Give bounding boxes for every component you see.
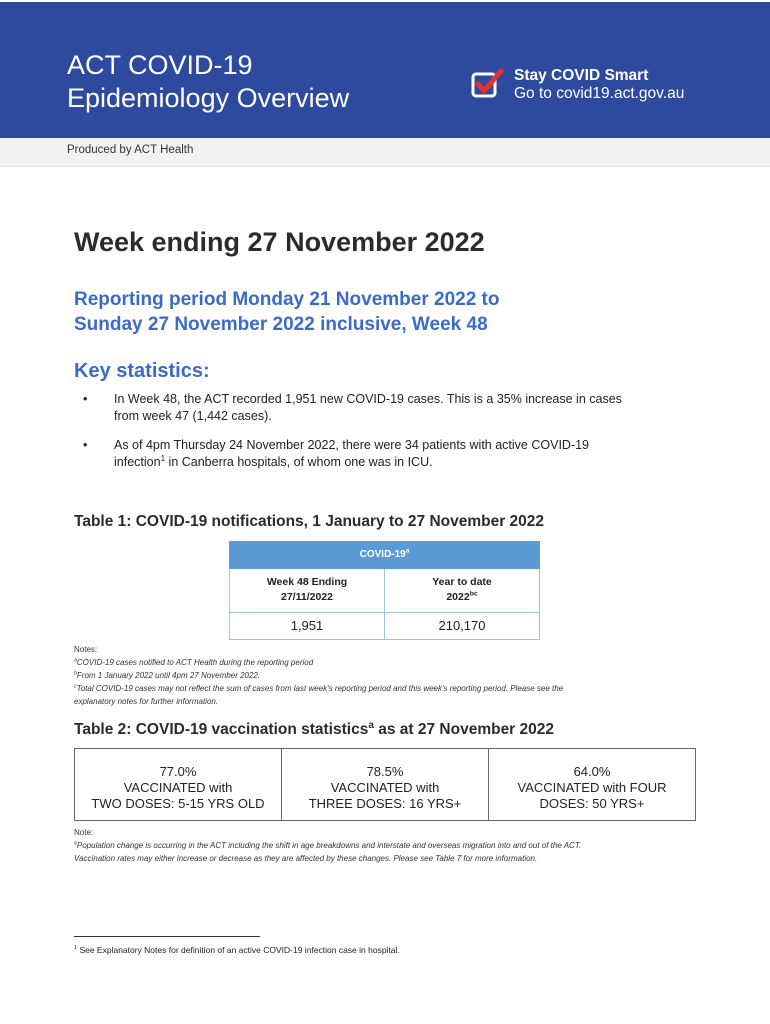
footnote-divider bbox=[74, 936, 260, 937]
column-header-year-to-date bbox=[384, 569, 539, 613]
year-to-date-cases-value: 210,170 bbox=[384, 613, 539, 640]
week-title: Week ending 27 November 2022 bbox=[74, 227, 485, 257]
table1-header-sup: a bbox=[405, 547, 410, 555]
note-text: COVID-19 cases notified to ACT Health during the reporting period bbox=[76, 658, 314, 667]
vaccination-percent: 77.0% bbox=[159, 764, 197, 779]
title-line-2: Epidemiology Overview bbox=[67, 83, 350, 113]
bullet-text-fragment: in Canberra hospitals, of whom one was in ICU. bbox=[165, 455, 433, 469]
bullet-text-line: from week 47 (1,442 cases). bbox=[114, 409, 272, 423]
bullet-text-line: As of 4pm Thursday 24 November 2022, there were 34 patients with active COVID-19 bbox=[114, 438, 590, 452]
note-mark: a bbox=[74, 840, 77, 847]
vaccination-label: TWO DOSES: 5-15 YRS OLD bbox=[91, 796, 265, 811]
column-header-line bbox=[385, 590, 539, 605]
reporting-period bbox=[74, 287, 674, 337]
list-item bbox=[83, 437, 703, 471]
note-item bbox=[74, 656, 694, 669]
note-mark: c bbox=[74, 683, 77, 690]
note-item bbox=[74, 839, 704, 852]
table1-column-headers bbox=[229, 569, 540, 613]
vaccination-three-doses-cell bbox=[281, 749, 488, 820]
title-line-1: ACT COVID-19 bbox=[67, 50, 253, 80]
period-line-2: Sunday 27 November 2022 inclusive, Week 48 bbox=[74, 314, 488, 335]
table1-header-label: COVID-19 bbox=[359, 549, 406, 560]
key-statistics-heading: Key statistics: bbox=[74, 360, 210, 382]
vaccination-label: VACCINATED with FOUR bbox=[517, 780, 667, 795]
table1-notes bbox=[74, 643, 694, 708]
bullet-text-line bbox=[114, 454, 703, 471]
vaccination-percent: 64.0% bbox=[573, 764, 611, 779]
vaccination-four-doses-cell bbox=[488, 749, 695, 820]
note-mark: b bbox=[74, 670, 77, 677]
vaccination-label: THREE DOSES: 16 YRS+ bbox=[308, 796, 462, 811]
vaccination-percent: 78.5% bbox=[366, 764, 404, 779]
footnote-text: See Explanatory Notes for definition of an active COVID-19 infection case in hospital. bbox=[77, 945, 400, 955]
vaccination-label: DOSES: 50 YRS+ bbox=[539, 796, 645, 811]
table2-caption-text: Table 2: COVID-19 vaccination statistics bbox=[74, 721, 369, 738]
vaccination-label: VACCINATED with bbox=[123, 780, 233, 795]
bullet-icon: • bbox=[83, 438, 88, 452]
page-footnote bbox=[74, 945, 400, 955]
header-banner bbox=[0, 2, 770, 138]
notifications-table bbox=[229, 541, 540, 640]
note-text: From 1 January 2022 until 4pm 27 November 2022. bbox=[76, 671, 261, 680]
footnote-mark: 1 bbox=[74, 945, 78, 952]
table2-caption-sup: a bbox=[368, 719, 374, 731]
promo-website: Go to covid19.act.gov.au bbox=[514, 85, 685, 102]
notes-label: Notes: bbox=[74, 645, 98, 654]
table1-caption: Table 1: COVID-19 notifications, 1 January to 27 November 2022 bbox=[74, 513, 545, 530]
table2-caption bbox=[74, 721, 554, 739]
producer-text: Produced by ACT Health bbox=[67, 144, 194, 156]
vaccination-two-doses-cell bbox=[75, 749, 281, 820]
stay-covid-smart-promo bbox=[470, 66, 730, 106]
note-mark: a bbox=[74, 657, 77, 664]
column-header-year: 2022 bbox=[446, 591, 470, 603]
key-statistics-list bbox=[83, 391, 703, 483]
bullet-text-line: In Week 48, the ACT recorded 1,951 new COVID-19 cases. This is a 35% increase in cases bbox=[114, 392, 622, 406]
period-line-1: Reporting period Monday 21 November 2022 to bbox=[74, 289, 500, 310]
table1-header bbox=[229, 541, 540, 569]
column-header-week48 bbox=[230, 569, 384, 613]
week48-cases-value: 1,951 bbox=[230, 613, 384, 640]
column-header-sup: bc bbox=[469, 590, 478, 598]
table-row bbox=[229, 613, 540, 640]
note-continuation: explanatory notes for further information. bbox=[74, 697, 219, 706]
bullet-text-fragment: infection bbox=[114, 455, 161, 469]
note-item bbox=[74, 682, 694, 695]
list-item bbox=[83, 391, 703, 425]
table2-notes bbox=[74, 826, 704, 865]
producer-bar bbox=[0, 138, 770, 167]
vaccination-label: VACCINATED with bbox=[330, 780, 440, 795]
note-continuation: Vaccination rates may either increase or decrease as they are affected by these changes. Please see Table 7 for more information. bbox=[74, 854, 538, 863]
column-header-line: 27/11/2022 bbox=[281, 591, 333, 603]
document-title bbox=[67, 49, 349, 115]
bullet-icon: • bbox=[83, 392, 88, 406]
note-item bbox=[74, 669, 694, 682]
column-header-line: Year to date bbox=[432, 576, 492, 588]
vaccination-table bbox=[74, 748, 696, 821]
column-header-line: Week 48 Ending bbox=[266, 576, 348, 588]
note-text: Total COVID-19 cases may not reflect the sum of cases from last week's reporting period and this week's reporting period. Please see the bbox=[76, 684, 564, 693]
note-label: Note: bbox=[74, 828, 94, 837]
table2-caption-tail: as at 27 November 2022 bbox=[373, 721, 555, 738]
footnote-reference[interactable]: 1 bbox=[160, 453, 166, 463]
checkmark-badge-icon bbox=[470, 68, 504, 102]
note-text: Population change is occurring in the ACT including the shift in age breakdowns and interstate and overseas migration into and out of the ACT. bbox=[76, 841, 582, 850]
promo-headline: Stay COVID Smart bbox=[514, 67, 649, 84]
